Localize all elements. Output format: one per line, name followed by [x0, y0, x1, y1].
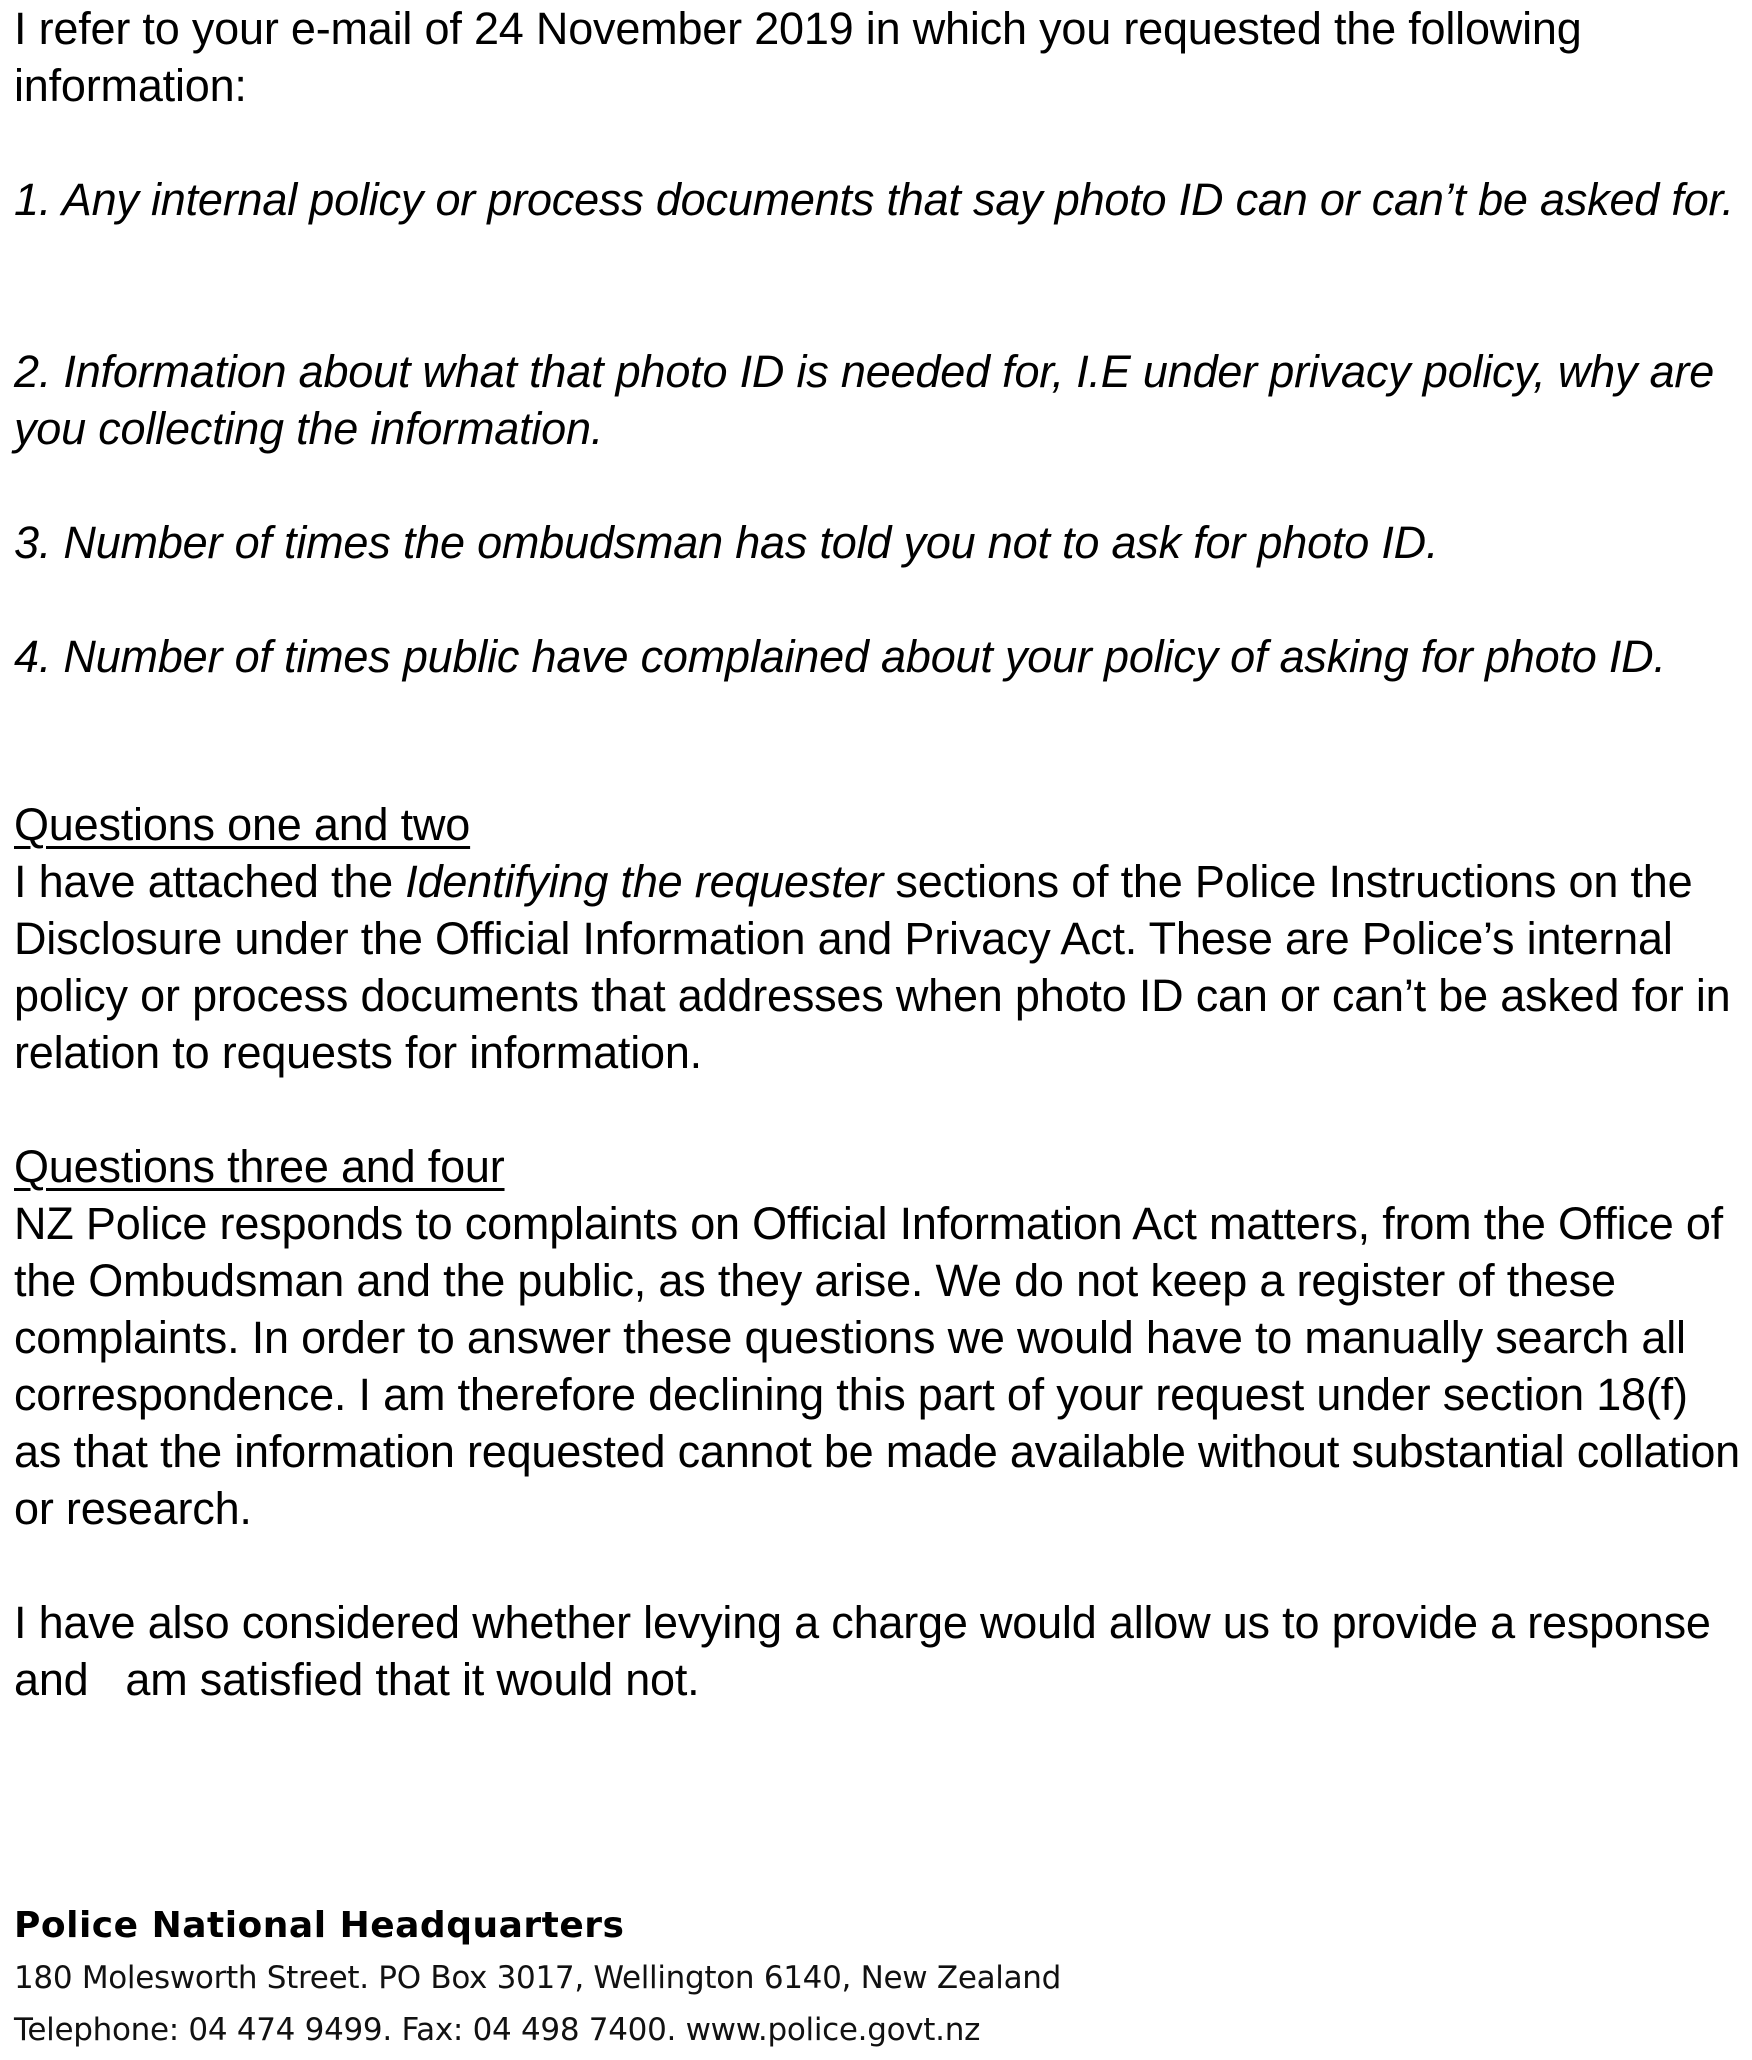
section-one-text-after: sections of the Police Instructions on the Disclosure under the Official Information and Privacy Act. These are Police’s internal policy or process documents that addresses when photo ID can or can’t be asked for in relation to requests for information.: [14, 856, 1731, 1078]
section-one-text-before: I have attached the: [14, 856, 406, 907]
section-one-emphasis: Identifying the requester: [405, 856, 884, 907]
footer-address: 180 Molesworth Street. PO Box 3017, Wellington 6140, New Zealand: [14, 1960, 1062, 1996]
question-4: 4. Number of times public have complained about your policy of asking for photo ID.: [14, 631, 1666, 682]
section-heading-three-four: Questions three and four: [14, 1141, 505, 1192]
section-questions-one-two: [14, 796, 1744, 1081]
charge-paragraph: I have also considered whether levying a charge would allow us to provide a response and am satisfied that it would not.: [14, 1597, 1724, 1705]
intro-paragraph: I refer to your e-mail of 24 November 2019 in which you requested the following information:: [14, 3, 1582, 111]
letterhead-footer: [14, 1900, 1744, 2056]
section-three-four-paragraph: NZ Police responds to complaints on Official Information Act matters, from the Office of the Ombudsman and the public, as they arise. We do not keep a register of these complaints. In order to answer these questions we would have to manually search all correspondence. I am therefore declining this part of your request under section 18(f) as that the information requested cannot be made available without substantial collation or research.: [14, 1198, 1740, 1534]
section-questions-three-four: [14, 1138, 1744, 1537]
section-heading-one-two: Questions one and two: [14, 799, 471, 850]
question-1: 1. Any internal policy or process documents that say photo ID can or can’t be asked for.: [14, 174, 1734, 225]
footer-title: Police National Headquarters: [14, 1905, 625, 1946]
question-2: 2. Information about what that photo ID is needed for, I.E under privacy policy, why are you collecting the information.: [14, 346, 1715, 454]
footer-contact: Telephone: 04 474 9499. Fax: 04 498 7400. www.police.govt.nz: [14, 2012, 981, 2048]
section-one-two-paragraph: [14, 853, 1744, 1081]
question-3: 3. Number of times the ombudsman has told you not to ask for photo ID.: [14, 517, 1439, 568]
